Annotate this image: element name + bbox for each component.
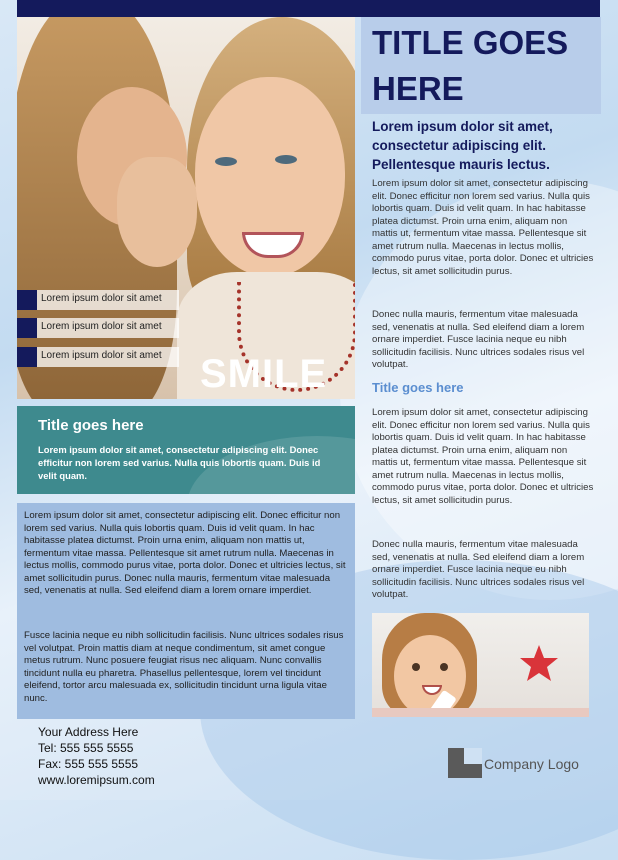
fax: Fax: 555 555 5555 bbox=[38, 757, 139, 771]
address: Your Address Here bbox=[38, 725, 139, 739]
photo-shape bbox=[412, 663, 420, 671]
page-title: TITLE GOES HERE bbox=[372, 24, 569, 107]
subheading: Lorem ipsum dolor sit amet, consectetur adipiscing elit. Pellentesque mauris lectus. bbox=[372, 119, 553, 172]
tag-marker bbox=[17, 290, 37, 310]
tag-marker bbox=[17, 318, 37, 338]
hero-photo bbox=[17, 17, 355, 399]
photo-shape bbox=[440, 663, 448, 671]
photo-shape bbox=[275, 155, 297, 164]
photo-tag bbox=[17, 318, 179, 338]
photo-tag bbox=[17, 347, 179, 367]
left-paragraph: Lorem ipsum dolor sit amet, consectetur adipiscing elit. Donec efficitur non lorem sed varius. Nulla quis lobortis quam. Duis id velit quam. In hac habitasse platea dictumst. Proin urna enim, aliquam non mattis ut, fermentum vitae massa. Pellentesque sit amet rutrum nulla. Maecenas in lectus mollis, commodo purus vitae, porta dolor. Donec et ultricies lectus, sit amet sollicitudin purus. Donec nulla mauris, fermentum vitae malesuada sed, venenatis at nulla. Sed eleifend diam a lorem ornare imperdiet. bbox=[24, 510, 346, 596]
photo-shape bbox=[215, 157, 237, 166]
photo-tag-text: Lorem ipsum dolor sit amet bbox=[41, 321, 162, 332]
star-icon bbox=[519, 643, 559, 683]
photo-shape bbox=[394, 635, 466, 717]
website-link[interactable]: www.loremipsum.com bbox=[38, 773, 155, 787]
tag-marker bbox=[17, 347, 37, 367]
left-paragraph: Fusce lacinia neque eu nibh sollicitudin facilisis. Nunc ultrices sodales risus vel volutpat. Proin mattis diam at neque condimentum, sit amet congue metus rutrum. Nunc posuere feugiat risus nec aliquam. Nunc convallis tincidunt nulla eu pharetra. Phasellus pellentesque, lorem vel tincidunt eleifend, tortor arcu malesuada ex, sollicitudin tincidunt urna ligula vitae nunc. bbox=[24, 630, 344, 704]
photo-tag-text: Lorem ipsum dolor sit amet bbox=[41, 293, 162, 304]
right-paragraph: Lorem ipsum dolor sit amet, consectetur adipiscing elit. Donec efficitur non lorem sed varius. Nulla quis lobortis quam. Duis id velit quam. In hac habitasse platea dictumst. Proin urna enim, aliquam non mattis ut, fermentum vitae massa. Pellentesque sit amet rutrum nulla. Maecenas in lectus mollis, commodo purus vitae, porta dolor. Donec et ultricies lectus, sit amet sollicitudin purus. bbox=[372, 407, 594, 506]
photo-shape bbox=[117, 157, 197, 267]
smile-overlay: SMILE bbox=[200, 352, 328, 396]
top-bar bbox=[17, 0, 600, 17]
right-paragraph: Donec nulla mauris, fermentum vitae malesuada sed, venenatis at nulla. Sed eleifend diam a lorem ornare imperdiet. Fusce lacinia neque eu nibh sollicitudin facilisis. Nunc ultrices sodales risus vel volutpat. bbox=[372, 309, 585, 370]
company-logo-text: Company Logo bbox=[484, 756, 579, 772]
right-paragraph: Lorem ipsum dolor sit amet, consectetur adipiscing elit. Donec efficitur non lorem sed varius. Nulla quis lobortis quam. Duis id velit quam. In hac habitasse platea dictumst. Proin urna enim, aliquam non mattis ut, fermentum vitae massa. Pellentesque sit amet rutrum nulla. Maecenas in lectus mollis, commodo purus vitae, porta dolor. Donec et ultricies lectus, sit amet sollicitudin purus. bbox=[372, 178, 594, 277]
right-paragraph: Donec nulla mauris, fermentum vitae malesuada sed, venenatis at nulla. Sed eleifend diam a lorem ornare imperdiet. Fusce lacinia neque eu nibh sollicitudin facilisis. Nunc ultrices sodales risus vel volutpat. bbox=[372, 539, 585, 600]
section-title: Title goes here bbox=[372, 380, 464, 395]
child-photo bbox=[372, 613, 589, 717]
callout-title: Title goes here bbox=[38, 417, 144, 434]
photo-tag bbox=[17, 290, 179, 310]
photo-tag-text: Lorem ipsum dolor sit amet bbox=[41, 350, 162, 361]
telephone: Tel: 555 555 5555 bbox=[38, 741, 134, 755]
photo-shape bbox=[372, 708, 589, 717]
callout-text: Lorem ipsum dolor sit amet, consectetur adipiscing elit. Donec efficitur non lorem sed varius. Nulla quis lobortis quam. Duis id velit quam. bbox=[38, 444, 321, 481]
company-logo-icon bbox=[464, 748, 482, 764]
